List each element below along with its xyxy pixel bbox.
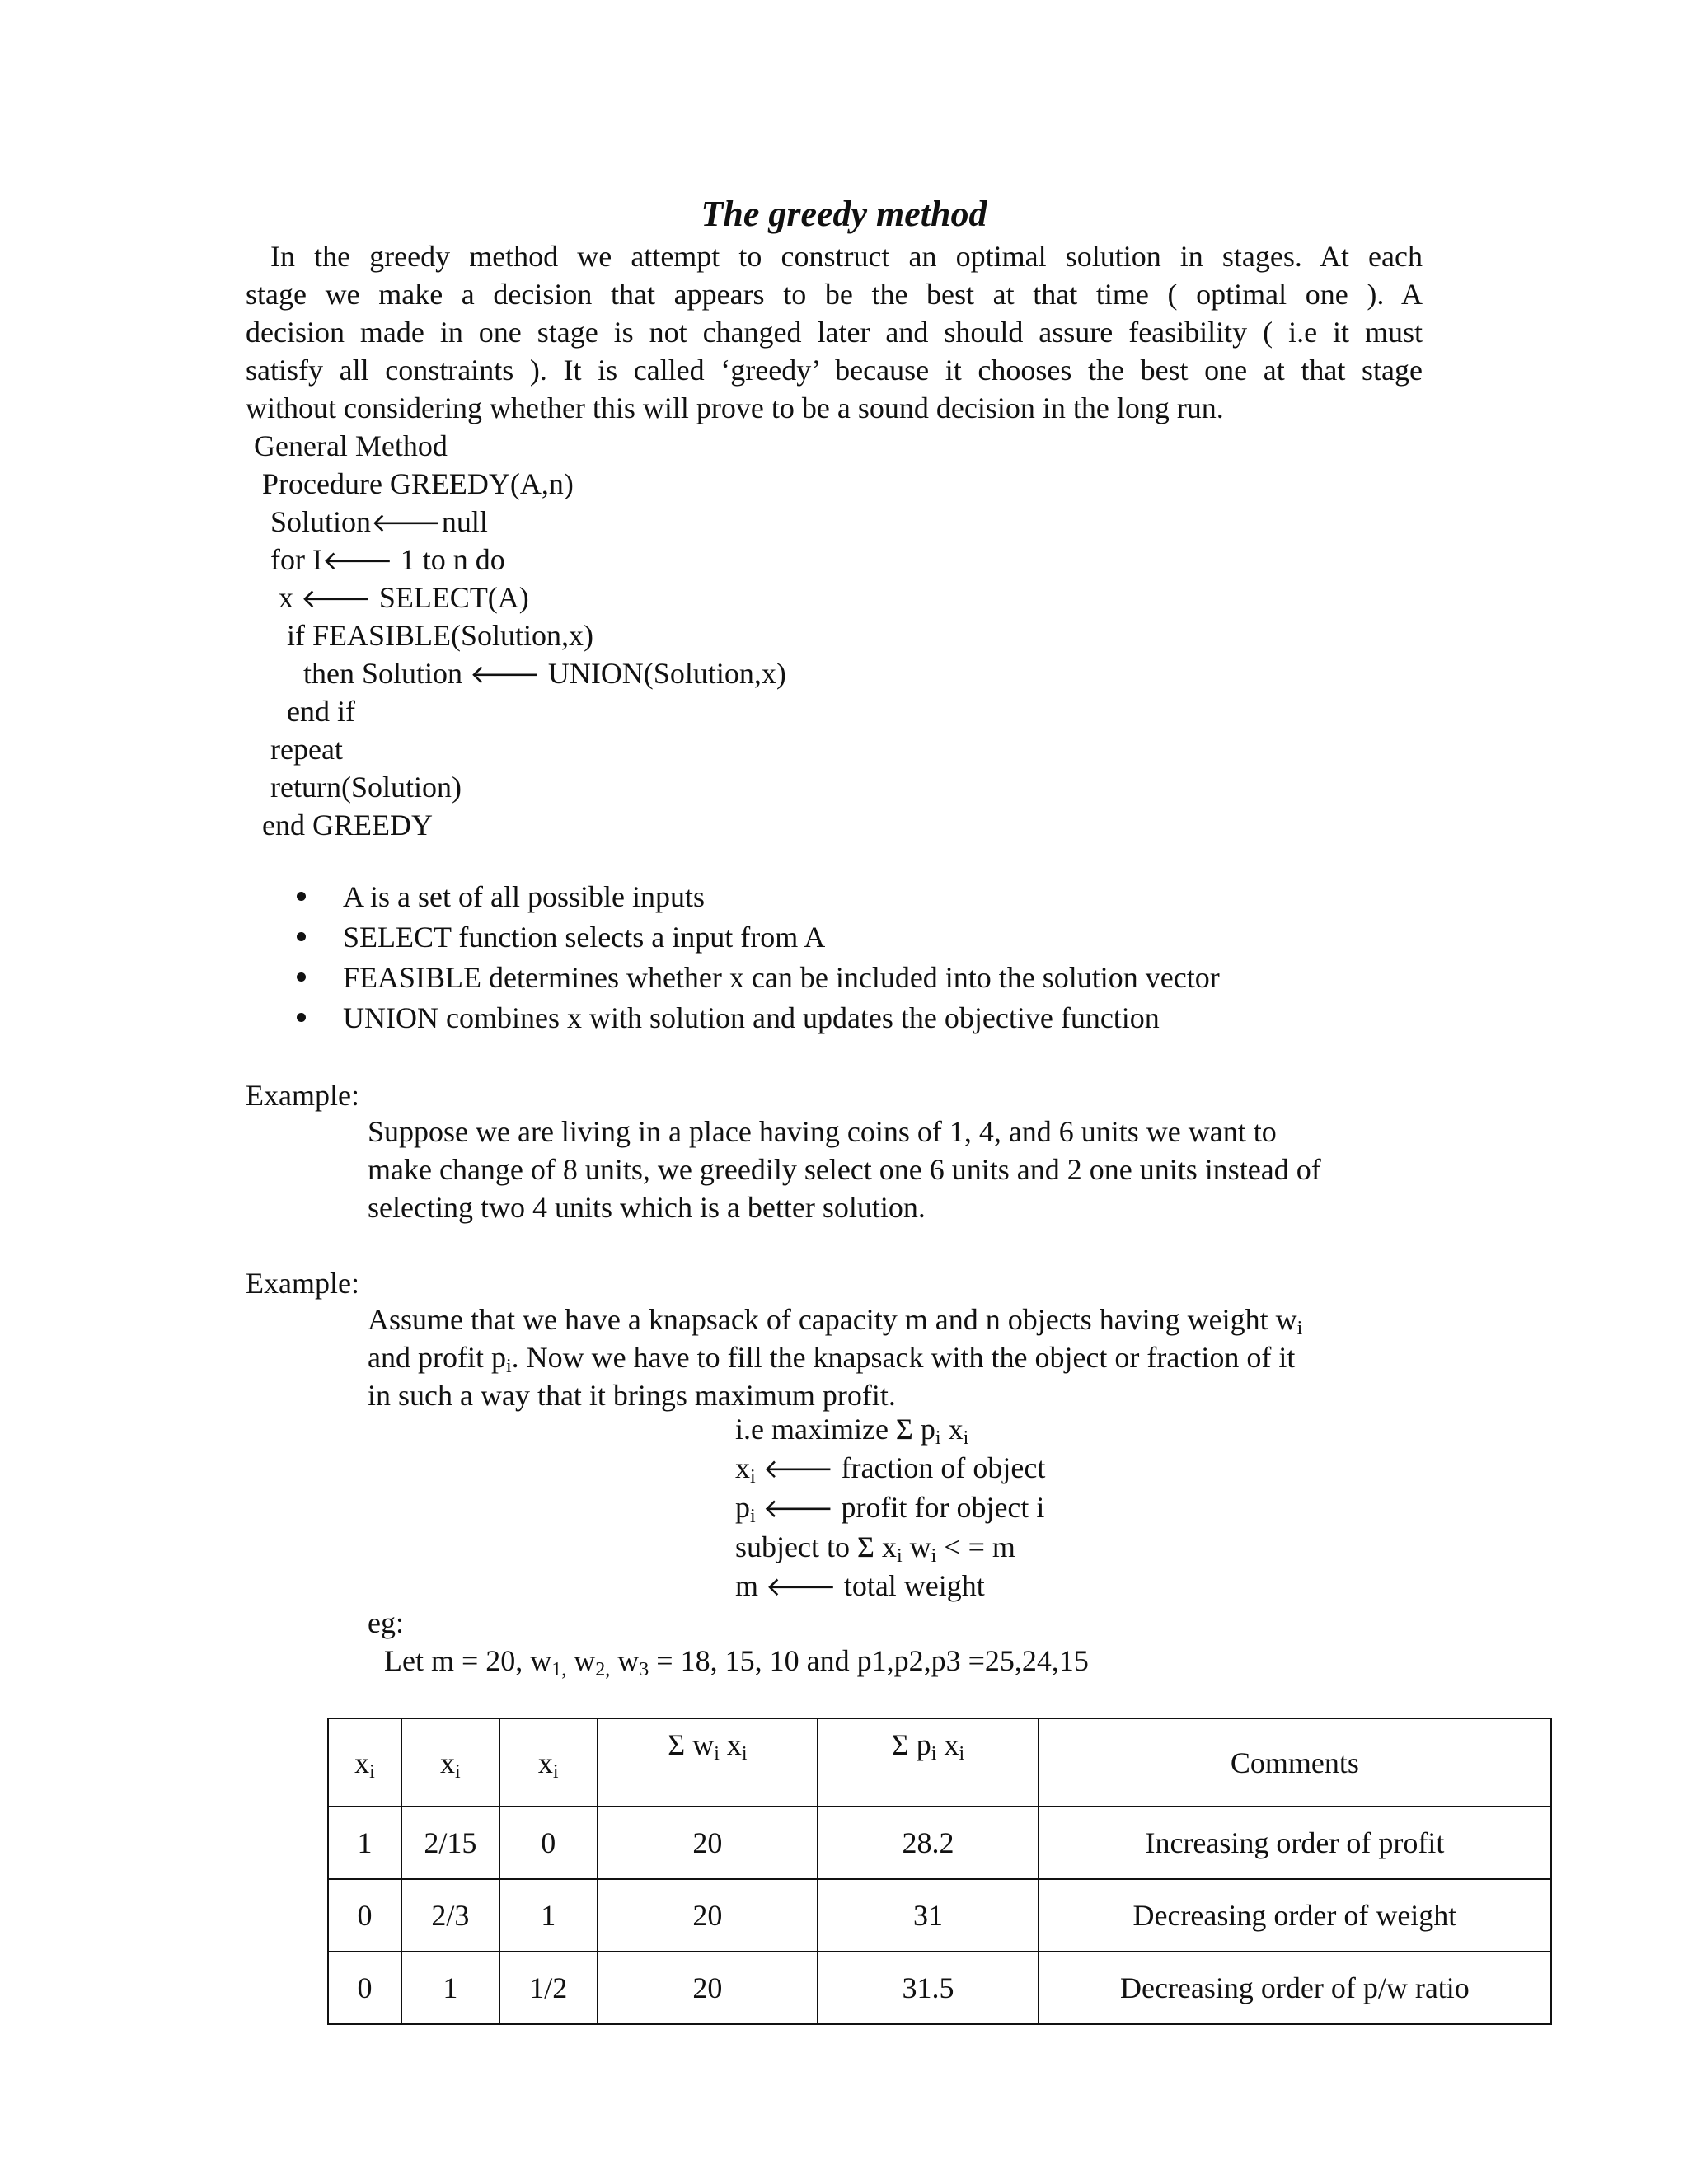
list-item: FEASIBLE determines whether x can be included into the solution vector [297, 958, 1220, 998]
bullet-list [297, 877, 1220, 1038]
table-cell: 20 [598, 1952, 818, 2024]
intro-line: decision made in one stage is not changed later and should assure feasibility ( i.e it must [246, 316, 1423, 349]
table-cell: 20 [598, 1879, 818, 1952]
code-line-return: return(Solution) [270, 771, 462, 804]
code-line-if: if FEASIBLE(Solution,x) [287, 619, 594, 652]
code-line-end: end GREEDY [262, 808, 433, 841]
table-cell: 28.2 [818, 1807, 1039, 1879]
code-line-solution: Solution🡐null [270, 505, 488, 538]
bullet-icon [297, 1013, 306, 1022]
page-title: The greedy method [701, 194, 987, 234]
example1-line: Suppose we are living in a place having coins of 1, 4, and 6 units we want to [368, 1115, 1277, 1148]
example2-line: and profit $p_i$. Now we have to fill the knapsack with the object or fraction of it [368, 1341, 1296, 1377]
formula-maximize: i.e maximize Σ $p_i$ $x_i$ [735, 1413, 969, 1449]
table-cell: 2/3 [401, 1879, 499, 1952]
table-row [328, 1952, 1551, 2024]
code-line-then: then Solution 🡐 UNION(Solution,x) [303, 657, 786, 690]
header-sum-wx: Σ $w_i$ $x_i$ [598, 1718, 818, 1807]
intro-line: stage we make a decision that appears to be the best at that time ( optimal one ). A [246, 278, 1423, 311]
table-cell: Decreasing order of p/w ratio [1039, 1952, 1551, 2024]
bullet-icon [297, 892, 306, 901]
formula-xi: $x_i$ 🡐 fraction of object [735, 1451, 1046, 1488]
code-line-for: for I🡐 1 to n do [270, 543, 505, 576]
code-line-select: x 🡐 SELECT(A) [279, 581, 529, 614]
header-comments: Comments [1039, 1718, 1551, 1807]
example1-line: selecting two 4 units which is a better solution. [368, 1191, 926, 1224]
example1-text [368, 1113, 1321, 1226]
table-cell: 1/2 [499, 1952, 598, 2024]
intro-paragraph [246, 237, 1423, 427]
general-method-label: General Method [254, 429, 448, 462]
bullet-icon [297, 932, 306, 941]
table-cell: 0 [328, 1879, 401, 1952]
example2-label: Example: [246, 1267, 359, 1300]
left-arrow-icon: 🡐 [371, 507, 442, 538]
example2-line: in such a way that it brings maximum profit. [368, 1379, 896, 1412]
header-x3: $x_i$ [499, 1718, 598, 1807]
list-item: A is a set of all possible inputs [297, 877, 1220, 917]
intro-line: In the greedy method we attempt to construct an optimal solution in stages. At each [270, 240, 1423, 273]
table-cell: 31 [818, 1879, 1039, 1952]
header-sum-px: Σ $p_i$ $x_i$ [818, 1718, 1039, 1807]
left-arrow-icon: 🡐 [766, 1571, 837, 1602]
table-cell: 20 [598, 1807, 818, 1879]
list-item: SELECT function selects a input from A [297, 917, 1220, 958]
example1-label: Example: [246, 1079, 359, 1112]
formula-pi: $p_i$ 🡐 profit for object i [735, 1491, 1045, 1527]
table-header-row [328, 1718, 1551, 1807]
table-cell: 0 [499, 1807, 598, 1879]
header-x1: $x_i$ [328, 1718, 401, 1807]
table-cell: 31.5 [818, 1952, 1039, 2024]
left-arrow-icon: 🡐 [762, 1453, 834, 1484]
table-cell: 1 [328, 1807, 401, 1879]
left-arrow-icon: 🡐 [470, 658, 541, 690]
code-line-endif: end if [287, 695, 355, 728]
formula-subject: subject to Σ $x_i$ $w_i$ < = m [735, 1530, 1015, 1567]
table-cell: 1 [401, 1952, 499, 2024]
table-row [328, 1879, 1551, 1952]
bullet-icon [297, 972, 306, 982]
eg-let-line: Let m = 20, $w_{1,}$ $w_{2,}$ $w_3 = 18$, 15, 10 and p1,p2,p3 =25,24,15 [384, 1644, 1089, 1680]
table-cell: 0 [328, 1952, 401, 2024]
eg-label: eg: [368, 1606, 404, 1639]
header-x2: $x_i$ [401, 1718, 499, 1807]
code-line-repeat: repeat [270, 733, 343, 766]
table-cell: Increasing order of profit [1039, 1807, 1551, 1879]
intro-line: satisfy all constraints ). It is called ‘greedy’ because it chooses the best one at that stage [246, 354, 1423, 387]
table-cell: 2/15 [401, 1807, 499, 1879]
table-cell: 1 [499, 1879, 598, 1952]
intro-line: without considering whether this will prove to be a sound decision in the long run. [246, 391, 1224, 424]
example2-line: Assume that we have a knapsack of capacity m and n objects having weight $w_i$ [368, 1303, 1303, 1339]
table-cell: Decreasing order of weight [1039, 1879, 1551, 1952]
example1-line: make change of 8 units, we greedily select one 6 units and 2 one units instead of [368, 1153, 1321, 1186]
left-arrow-icon: 🡐 [762, 1493, 834, 1524]
results-table [327, 1718, 1552, 2025]
left-arrow-icon: 🡐 [321, 545, 393, 576]
formula-m: m 🡐 total weight [735, 1569, 985, 1602]
table-row [328, 1807, 1551, 1879]
procedure-header: Procedure GREEDY(A,n) [262, 467, 574, 500]
example2-text [368, 1301, 1302, 1414]
list-item: UNION combines x with solution and updates the objective function [297, 998, 1220, 1038]
left-arrow-icon: 🡐 [301, 583, 372, 614]
objective-formula [735, 1410, 1045, 1606]
